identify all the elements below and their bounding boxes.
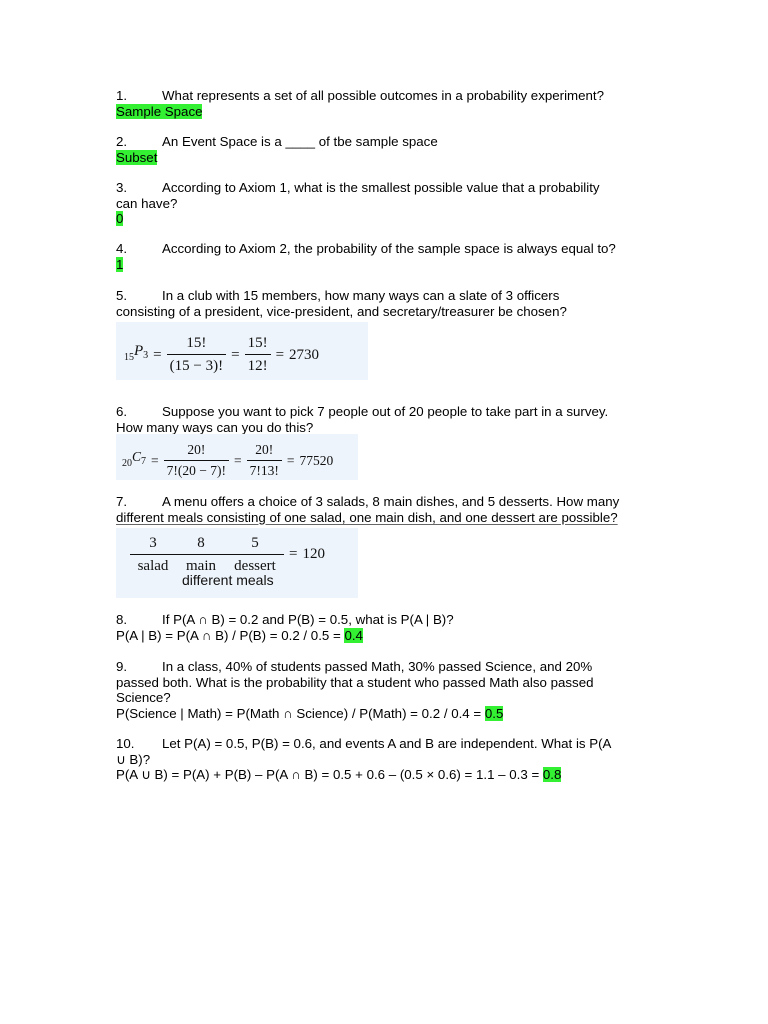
- question-6: [116, 404, 656, 435]
- question-text: What represents a set of all possible outcomes in a probability experiment?: [162, 88, 604, 103]
- answer-work: P(A ∪ B) = P(A) + P(B) – P(A ∩ B) = 0.5 + 0.6 – (0.5 × 0.6) = 1.1 – 0.3 =: [116, 767, 543, 782]
- fraction: $\frac{5}{\text{dessert}}$: [226, 534, 284, 575]
- fraction: $\frac{15!}{(15 - 3)!}$: [167, 334, 226, 375]
- formula-result: 2730: [289, 346, 320, 363]
- question-text-cont: Science?: [116, 690, 171, 705]
- answer-highlight: 0.5: [484, 705, 504, 721]
- question-text: Let P(A) = 0.5, P(B) = 0.6, and events A and B are independent. What is P(A: [162, 736, 612, 751]
- fraction: $\frac{15!}{12!}$: [245, 334, 271, 375]
- formula-symbol: $_{20}C_7$: [122, 449, 147, 469]
- question-text: According to Axiom 1, what is the smallest possible value that a probability: [162, 180, 600, 195]
- question-number: 2.: [116, 134, 128, 149]
- formula-result: 77520: [299, 452, 334, 468]
- question-text: In a class, 40% of students passed Math, 30% passed Science, and 20%: [162, 659, 593, 674]
- answer-highlight: Subset: [116, 149, 158, 165]
- question-8: [116, 612, 656, 643]
- fraction: $\frac{20!}{7!13!}$: [247, 442, 282, 479]
- question-3: [116, 180, 656, 227]
- question-10: [116, 736, 656, 783]
- fraction: $\frac{8}{\text{main}}$: [176, 534, 226, 575]
- question-text-cont: passed both. What is the probability that a student who passed Math also passed: [116, 674, 594, 690]
- answer-highlight: Sample Space: [116, 103, 203, 119]
- formula-caption: different meals: [182, 572, 274, 588]
- question-text-cont: ∪ B)?: [116, 751, 151, 767]
- question-text: Suppose you want to pick 7 people out of 20 people to take part in a survey.: [162, 404, 609, 419]
- question-text-cont: can have?: [116, 195, 178, 211]
- fraction: $\frac{3}{\text{salad}}$: [130, 534, 176, 575]
- question-text-cont: consisting of a president, vice-president, and secretary/treasurer be chosen?: [116, 303, 567, 319]
- question-7: [116, 494, 656, 525]
- question-number: 8.: [116, 612, 128, 627]
- question-2: [116, 134, 656, 165]
- question-text-cont: different meals consisting of one salad, one main dish, and one dessert are possible?: [116, 509, 618, 525]
- answer-highlight: 0.8: [542, 767, 562, 782]
- formula-symbol: $_{15}P_3$: [124, 343, 149, 363]
- answer-highlight: 0.4: [344, 627, 363, 643]
- question-text: If P(A ∩ B) = 0.2 and P(B) = 0.5, what is P(A | B)?: [162, 612, 454, 627]
- question-number: 7.: [116, 494, 128, 509]
- question-number: 10.: [116, 736, 135, 751]
- answer-highlight: 1: [116, 256, 124, 272]
- question-number: 4.: [116, 241, 128, 256]
- question-4: [116, 241, 656, 272]
- answer-highlight: 0: [116, 211, 124, 226]
- formula-permutation: $_{15}P_3$ = $\frac{15!}{(15 - 3)!}$ = $\frac{15!}{12!}$ = 2730: [116, 322, 368, 380]
- question-number: 1.: [116, 88, 128, 103]
- question-number: 9.: [116, 659, 128, 674]
- answer-work: P(Science | Math) = P(Math ∩ Science) / P(Math) = 0.2 / 0.4 =: [116, 705, 485, 721]
- question-number: 3.: [116, 180, 128, 195]
- formula-combination: $_{20}C_7$ = $\frac{20!}{7!(20 - 7)!}$ = $\frac{20!}{7!13!}$ = 77520: [116, 434, 358, 480]
- question-1: [116, 88, 656, 119]
- question-9: [116, 659, 656, 721]
- question-text-cont: How many ways can you do this?: [116, 419, 314, 435]
- formula-multiplication: $\frac{3}{\text{salad}}$ $\frac{8}{\text{main}}$ $\frac{5}{\text{dessert}}$ = 120 different meals: [116, 528, 358, 598]
- answer-work: P(A | B) = P(A ∩ B) / P(B) = 0.2 / 0.5 =: [116, 627, 345, 643]
- question-text: A menu offers a choice of 3 salads, 8 main dishes, and 5 desserts. How many: [162, 494, 620, 509]
- question-number: 5.: [116, 288, 128, 303]
- question-text: An Event Space is a ____ of tbe sample space: [162, 134, 438, 149]
- formula-result: 120: [302, 546, 325, 562]
- question-text: According to Axiom 2, the probability of the sample space is always equal to?: [162, 241, 616, 256]
- question-number: 6.: [116, 404, 128, 419]
- question-text: In a club with 15 members, how many ways can a slate of 3 officers: [162, 288, 560, 303]
- question-5: [116, 288, 656, 319]
- fraction: $\frac{20!}{7!(20 - 7)!}$: [164, 442, 229, 479]
